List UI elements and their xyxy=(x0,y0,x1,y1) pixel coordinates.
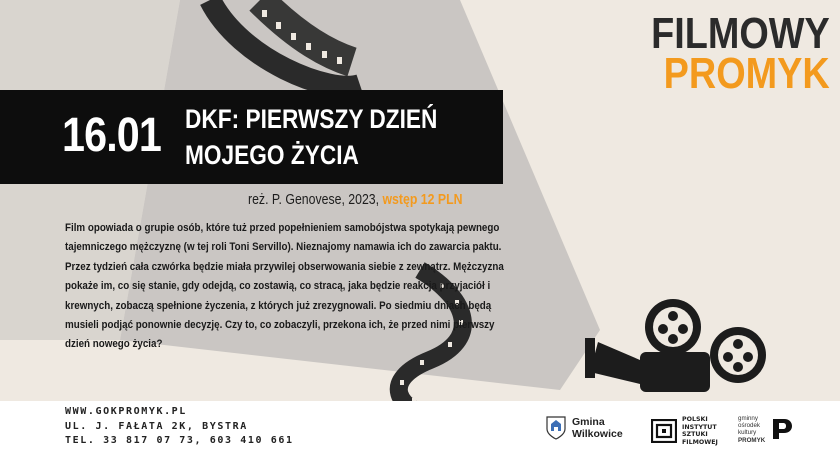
phone: TEL. 33 817 07 73, 603 410 661 xyxy=(65,435,294,446)
event-meta xyxy=(248,191,462,208)
pisf-line-2: INSTYTUT xyxy=(682,423,717,431)
pisf-line-4: FILMOWEJ xyxy=(682,438,718,446)
event-description: Film opowiada o grupie osób, które tuż przed popełnieniem samobójstwa spotykają pewnego tajemniczego mężczyznę (w tej roli Toni Servillo). Nieznajomy namawia ich do zawarcia paktu. Przez tydzień cała czwórka będzie miała przywilej obserwowania siebie z zewnątrz. Mężczyzna pokaże im, co się stanie, gdy odejdą, co zostawią, co stracą, jaka będzie reakcja przyjaciół i krewnych, zobaczą spełnione życzenia, z których już zrezygnowali. Po siedmiu dniach będą musieli podjąć ponownie decyzję. Czy to, co zobaczyli, przekona ich, że przed nimi pierwszy dzień nowego życia? xyxy=(65,222,504,351)
director-year: reż. P. Genovese, 2023, xyxy=(248,191,380,208)
gok-line-1: gminny xyxy=(738,415,758,422)
gok-line-4: PROMYK xyxy=(738,436,766,444)
pisf-line-1: POLSKI xyxy=(682,416,708,423)
pisf-logo-icon xyxy=(651,419,677,443)
address: UL. J. FAŁATA 2K, BYSTRA xyxy=(65,420,248,432)
event-date: 16.01 xyxy=(62,109,162,162)
pisf-logo xyxy=(651,416,718,446)
contact-info xyxy=(65,405,294,449)
ticket-price: wstęp 12 PLN xyxy=(382,191,463,208)
event-title-line-2: MOJEGO ŻYCIA xyxy=(185,140,359,170)
website-link[interactable]: WWW.GOKPROMYK.PL xyxy=(65,406,187,417)
pisf-line-3: SZTUKI xyxy=(682,431,708,438)
gmina-line-2: Wilkowice xyxy=(572,428,623,440)
brand-line-2: PROMYK xyxy=(663,49,830,99)
gmina-line-1: Gmina xyxy=(572,416,605,428)
event-title-line-1: DKF: PIERWSZY DZIEŃ xyxy=(185,104,438,134)
brand-logo xyxy=(651,9,830,99)
crest-icon xyxy=(546,416,566,440)
event-title xyxy=(185,101,437,173)
brand-line-1: FILMOWY xyxy=(651,9,830,58)
gmina-logo xyxy=(546,416,623,440)
gok-logo xyxy=(738,415,793,444)
gok-logo-icon xyxy=(771,417,793,441)
gok-line-2: ośrodek xyxy=(738,422,761,430)
gok-line-3: kultury xyxy=(738,429,757,437)
film-projector-icon xyxy=(585,299,766,392)
